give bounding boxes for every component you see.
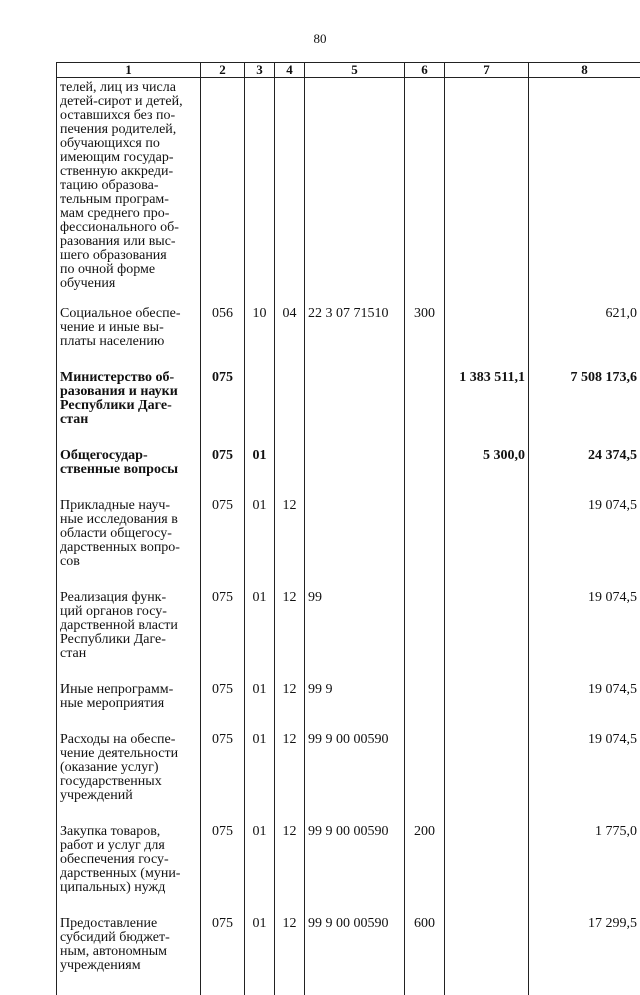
cell-section: 10 — [245, 307, 275, 371]
table-row — [57, 371, 640, 449]
cell-amount-col8: 24 374,5 — [529, 449, 640, 499]
cell-expense-type: 600 — [405, 917, 445, 995]
row-name: телей, лиц из числа детей-сирот и детей, оставшихся без по- печения родителей, обучающихся по имеющим государ- ственную аккреди- тацию образова- тельным програм- мам среднего про- фессионального об- разования или выс- шего образования по очной форме обучения — [57, 78, 201, 308]
cell-subsection: 04 — [275, 307, 305, 371]
table-row — [57, 499, 640, 591]
cell-ministry-code: 075 — [201, 499, 245, 591]
table-row — [57, 825, 640, 917]
cell-ministry-code: 075 — [201, 449, 245, 499]
table-header — [57, 63, 640, 78]
column-header-2: 2 — [201, 63, 245, 78]
row-name: Расходы на обеспе- чение деятельности (оказание услуг) государственных учреждений — [57, 733, 201, 825]
row-name: Прикладные науч- ные исследования в области общегосу- дарственных вопро- сов — [57, 499, 201, 591]
cell-subsection — [275, 449, 305, 499]
cell-amount-col7 — [445, 917, 529, 995]
cell-expense-type: 300 — [405, 307, 445, 371]
cell-amount-col8: 19 074,5 — [529, 683, 640, 733]
cell-amount-col7 — [445, 78, 529, 308]
column-header-7: 7 — [445, 63, 529, 78]
cell-target-code — [305, 78, 405, 308]
cell-section: 01 — [245, 591, 275, 683]
table-row — [57, 307, 640, 371]
cell-section — [245, 78, 275, 308]
cell-amount-col8: 621,0 — [529, 307, 640, 371]
cell-amount-col7 — [445, 499, 529, 591]
cell-section: 01 — [245, 733, 275, 825]
column-header-5: 5 — [305, 63, 405, 78]
cell-ministry-code: 075 — [201, 683, 245, 733]
column-header-6: 6 — [405, 63, 445, 78]
cell-amount-col8: 7 508 173,6 — [529, 371, 640, 449]
cell-ministry-code: 075 — [201, 917, 245, 995]
cell-amount-col8: 19 074,5 — [529, 733, 640, 825]
cell-amount-col8: 17 299,5 — [529, 917, 640, 995]
cell-ministry-code: 075 — [201, 733, 245, 825]
page-number: 80 — [0, 31, 640, 47]
cell-ministry-code — [201, 78, 245, 308]
table-row — [57, 78, 640, 308]
cell-target-code — [305, 449, 405, 499]
column-header-1: 1 — [57, 63, 201, 78]
row-name: Предоставление субсидий бюджет- ным, автономным учреждениям — [57, 917, 201, 995]
cell-subsection: 12 — [275, 917, 305, 995]
cell-amount-col7 — [445, 733, 529, 825]
cell-subsection: 12 — [275, 499, 305, 591]
cell-subsection: 12 — [275, 825, 305, 917]
cell-expense-type — [405, 499, 445, 591]
cell-expense-type — [405, 449, 445, 499]
cell-target-code: 99 9 00 00590 — [305, 733, 405, 825]
table-row — [57, 917, 640, 995]
cell-expense-type: 200 — [405, 825, 445, 917]
cell-ministry-code: 075 — [201, 591, 245, 683]
cell-target-code: 99 — [305, 591, 405, 683]
cell-ministry-code: 075 — [201, 825, 245, 917]
row-name: Министерство об- разования и науки Республики Даге- стан — [57, 371, 201, 449]
cell-amount-col7 — [445, 591, 529, 683]
cell-ministry-code: 075 — [201, 371, 245, 449]
cell-amount-col7: 5 300,0 — [445, 449, 529, 499]
cell-amount-col7 — [445, 825, 529, 917]
cell-section — [245, 371, 275, 449]
cell-subsection: 12 — [275, 683, 305, 733]
budget-table — [56, 62, 640, 995]
cell-target-code: 99 9 — [305, 683, 405, 733]
cell-target-code — [305, 499, 405, 591]
cell-expense-type — [405, 683, 445, 733]
column-header-3: 3 — [245, 63, 275, 78]
cell-target-code: 99 9 00 00590 — [305, 917, 405, 995]
table-body — [57, 78, 640, 995]
table-row — [57, 733, 640, 825]
cell-subsection: 12 — [275, 591, 305, 683]
column-header-4: 4 — [275, 63, 305, 78]
cell-section: 01 — [245, 499, 275, 591]
cell-section: 01 — [245, 683, 275, 733]
cell-target-code: 22 3 07 71510 — [305, 307, 405, 371]
row-name: Социальное обеспе- чение и иные вы- платы населению — [57, 307, 201, 371]
cell-section: 01 — [245, 825, 275, 917]
row-name: Общегосудар- ственные вопросы — [57, 449, 201, 499]
cell-amount-col8 — [529, 78, 640, 308]
cell-amount-col8: 19 074,5 — [529, 499, 640, 591]
cell-subsection — [275, 78, 305, 308]
cell-expense-type — [405, 591, 445, 683]
cell-amount-col7 — [445, 683, 529, 733]
cell-expense-type — [405, 78, 445, 308]
cell-amount-col8: 19 074,5 — [529, 591, 640, 683]
cell-expense-type — [405, 371, 445, 449]
cell-target-code: 99 9 00 00590 — [305, 825, 405, 917]
column-header-8: 8 — [529, 63, 640, 78]
cell-amount-col7 — [445, 307, 529, 371]
header-row — [57, 63, 640, 78]
row-name: Реализация функ- ций органов госу- дарственной власти Республики Даге- стан — [57, 591, 201, 683]
cell-amount-col7: 1 383 511,1 — [445, 371, 529, 449]
cell-section: 01 — [245, 917, 275, 995]
table-row — [57, 591, 640, 683]
cell-subsection — [275, 371, 305, 449]
cell-amount-col8: 1 775,0 — [529, 825, 640, 917]
cell-ministry-code: 056 — [201, 307, 245, 371]
row-name: Закупка товаров, работ и услуг для обеспечения госу- дарственных (муни- ципальных) нужд — [57, 825, 201, 917]
row-name: Иные непрограмм- ные мероприятия — [57, 683, 201, 733]
table-row — [57, 683, 640, 733]
cell-target-code — [305, 371, 405, 449]
cell-subsection: 12 — [275, 733, 305, 825]
table-row — [57, 449, 640, 499]
cell-expense-type — [405, 733, 445, 825]
cell-section: 01 — [245, 449, 275, 499]
